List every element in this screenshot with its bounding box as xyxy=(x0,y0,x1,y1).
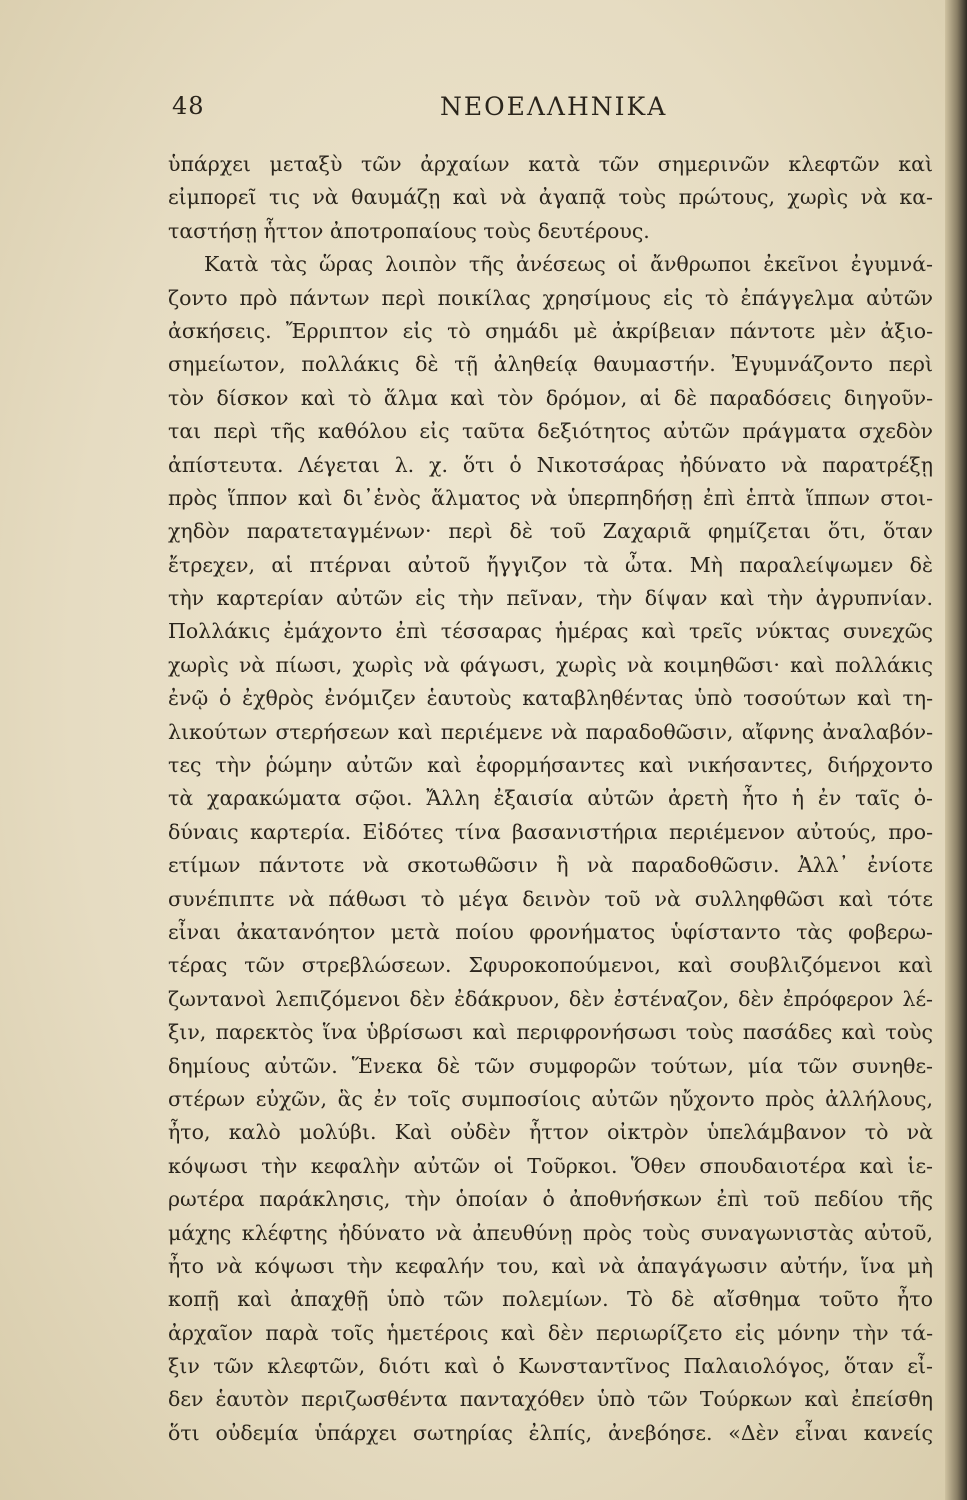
text-line: ετίμων πάντοτε νὰ σκοτωθῶσιν ἢ νὰ παραδοθῶσιν. Ἀλλ᾽ ἐνίοτε xyxy=(168,853,933,878)
text-line: τὸν δίσκον καὶ τὸ ἅλμα καὶ τὸν δρόμον, αἱ δὲ παραδόσεις διηγοῦν- xyxy=(168,385,933,410)
text-line: ἦτο νὰ κόψωσι τὴν κεφαλήν του, καὶ νὰ ἀπαγάγωσιν αὐτήν, ἵνα μὴ xyxy=(168,1253,933,1278)
text-line: δημίους αὐτῶν. Ἕνεκα δὲ τῶν συμφορῶν τούτων, μία τῶν συνηθε- xyxy=(168,1053,933,1078)
text-line: λικούτων στερήσεων καὶ περιέμενε νὰ παραδοθῶσιν, αἴφνης ἀναλαβόν- xyxy=(168,719,933,744)
text-line: ἀρχαῖον παρὰ τοῖς ἡμετέροις καὶ δὲν περιωρίζετο εἰς μόνην τὴν τά- xyxy=(168,1320,933,1345)
running-title: ΝΕΟΕΛΛΗΝΙΚΑ xyxy=(440,92,668,121)
text-line: ὅτι οὐδεμία ὑπάρχει σωτηρίας ἐλπίς, ἀνεβόησε. «Δὲν εἶναι κανείς xyxy=(168,1420,933,1445)
text-line: δεν ἑαυτὸν περιζωσθέντα πανταχόθεν ὑπὸ τῶν Τούρκων καὶ ἐπείσθη xyxy=(168,1387,933,1412)
text-line: εἶναι ἀκατανόητον μετὰ ποίου φρονήματος ὑφίσταντο τὰς φοβερω- xyxy=(168,919,933,944)
text-line: κοπῇ καὶ ἀπαχθῇ ὑπὸ τῶν πολεμίων. Τὸ δὲ αἴσθημα τοῦτο ἦτο xyxy=(168,1287,933,1312)
text-line: τέρας τῶν στρεβλώσεων. Σφυροκοπούμενοι, καὶ σουβλιζόμενοι καὶ xyxy=(168,953,933,978)
text-line: ἦτο, καλὸ μολύβι. Καὶ οὐδὲν ἧττον οἰκτρὸν ὑπελάμβανον τὸ νὰ xyxy=(168,1120,933,1145)
text-line: τὴν καρτερίαν αὐτῶν εἰς τὴν πεῖναν, τὴν δίψαν καὶ τὴν ἀγρυπνίαν. xyxy=(168,586,933,611)
text-line: ὑπάρχει μεταξὺ τῶν ἀρχαίων κατὰ τῶν σημερινῶν κλεφτῶν καὶ xyxy=(168,152,933,176)
text-line: χωρὶς νὰ πίωσι, χωρὶς νὰ φάγωσι, χωρὶς νὰ κοιμηθῶσι· καὶ πολλάκις xyxy=(168,652,933,677)
page-spine-shadow xyxy=(945,0,967,1500)
text-line: σημείωτον, πολλάκις δὲ τῇ ἀληθείᾳ θαυμαστήν. Ἐγυμνάζοντο περὶ xyxy=(168,352,933,377)
body-text xyxy=(168,148,933,1450)
text-line: ται περὶ τῆς καθόλου εἰς ταῦτα δεξιότητος αὐτῶν πράγματα σχεδὸν xyxy=(168,419,933,444)
text-line: ζωντανοὶ λεπιζόμενοι δὲν ἐδάκρυον, δὲν ἐστέναζον, δὲν ἐπρόφερον λέ- xyxy=(168,986,933,1011)
text-line: χηδὸν παρατεταγμένων· περὶ δὲ τοῦ Ζαχαριᾶ φημίζεται ὅτι, ὅταν xyxy=(168,519,933,544)
text-line: Κατὰ τὰς ὥρας λοιπὸν τῆς ἀνέσεως οἱ ἄνθρωποι ἐκεῖνοι ἐγυμνά- xyxy=(204,252,933,277)
text-line: Πολλάκις ἐμάχοντο ἐπὶ τέσσαρας ἡμέρας καὶ τρεῖς νύκτας συνεχῶς xyxy=(168,619,933,644)
text-line: ἀσκήσεις. Ἔρριπτον εἰς τὸ σημάδι μὲ ἀκρίβειαν πάντοτε μὲν ἀξιο- xyxy=(168,318,933,343)
text-line: στέρων εὐχῶν, ἃς ἐν τοῖς συμποσίοις αὐτῶν ηὔχοντο πρὸς ἀλλήλους, xyxy=(168,1086,933,1111)
text-line: εἰμπορεῖ τις νὰ θαυμάζῃ καὶ νὰ ἀγαπᾷ τοὺς πρώτους, χωρὶς νὰ κα- xyxy=(168,185,933,210)
page-header xyxy=(150,92,910,132)
text-line: πρὸς ἵππον καὶ δι᾽ἑνὸς ἅλματος νὰ ὑπερπηδήσῃ ἐπὶ ἑπτὰ ἵππων στοι- xyxy=(168,485,933,510)
text-line: ξιν, παρεκτὸς ἵνα ὑβρίσωσι καὶ περιφρονήσωσι τοὺς πασάδες καὶ τοὺς xyxy=(168,1020,933,1045)
text-line: ρωτέρα παράκλησις, τὴν ὁποίαν ὁ ἀποθνήσκων ἐπὶ τοῦ πεδίου τῆς xyxy=(168,1187,933,1212)
text-line: ταστήσῃ ἧττον ἀποτροπαίους τοὺς δευτέρους. xyxy=(168,218,650,243)
text-line: ἐνῷ ὁ ἐχθρὸς ἐνόμιζεν ἑαυτοὺς καταβληθέντας ὑπὸ τοσούτων καὶ τη- xyxy=(168,686,933,711)
text-line: τες τὴν ῥώμην αὐτῶν καὶ ἐφορμήσαντες καὶ νικήσαντες, διήρχοντο xyxy=(168,753,933,778)
text-line: ἔτρεχεν, αἱ πτέρναι αὐτοῦ ἤγγιζον τὰ ὦτα. Μὴ παραλείψωμεν δὲ xyxy=(168,552,933,577)
text-line: συνέπιπτε νὰ πάθωσι τὸ μέγα δεινὸν τοῦ νὰ συλληφθῶσι καὶ τότε xyxy=(168,886,933,911)
page-number: 48 xyxy=(172,92,205,120)
text-line: μάχης κλέφτης ἠδύνατο νὰ ἀπευθύνῃ πρὸς τοὺς συναγωνιστὰς αὐτοῦ, xyxy=(168,1220,933,1245)
text-line: ἀπίστευτα. Λέγεται λ. χ. ὅτι ὁ Νικοτσάρας ἠδύνατο νὰ παρατρέξῃ xyxy=(168,452,933,477)
text-line: κόψωσι τὴν κεφαλὴν αὐτῶν οἱ Τοῦρκοι. Ὅθεν σπουδαιοτέρα καὶ ἱε- xyxy=(168,1153,933,1178)
text-line: δύναις καρτερία. Εἰδότες τίνα βασανιστήρια περιέμενον αὐτούς, προ- xyxy=(168,819,933,844)
text-line: ζοντο πρὸ πάντων περὶ ποικίλας χρησίμους εἰς τὸ ἐπάγγελμα αὐτῶν xyxy=(168,285,933,310)
text-line: ξιν τῶν κλεφτῶν, διότι καὶ ὁ Κωνσταντῖνος Παλαιολόγος, ὅταν εἶ- xyxy=(168,1354,933,1379)
text-line: τὰ χαρακώματα σῷοι. Ἄλλη ἐξαισία αὐτῶν ἀρετὴ ἦτο ἡ ἐν ταῖς ὀ- xyxy=(168,786,933,811)
